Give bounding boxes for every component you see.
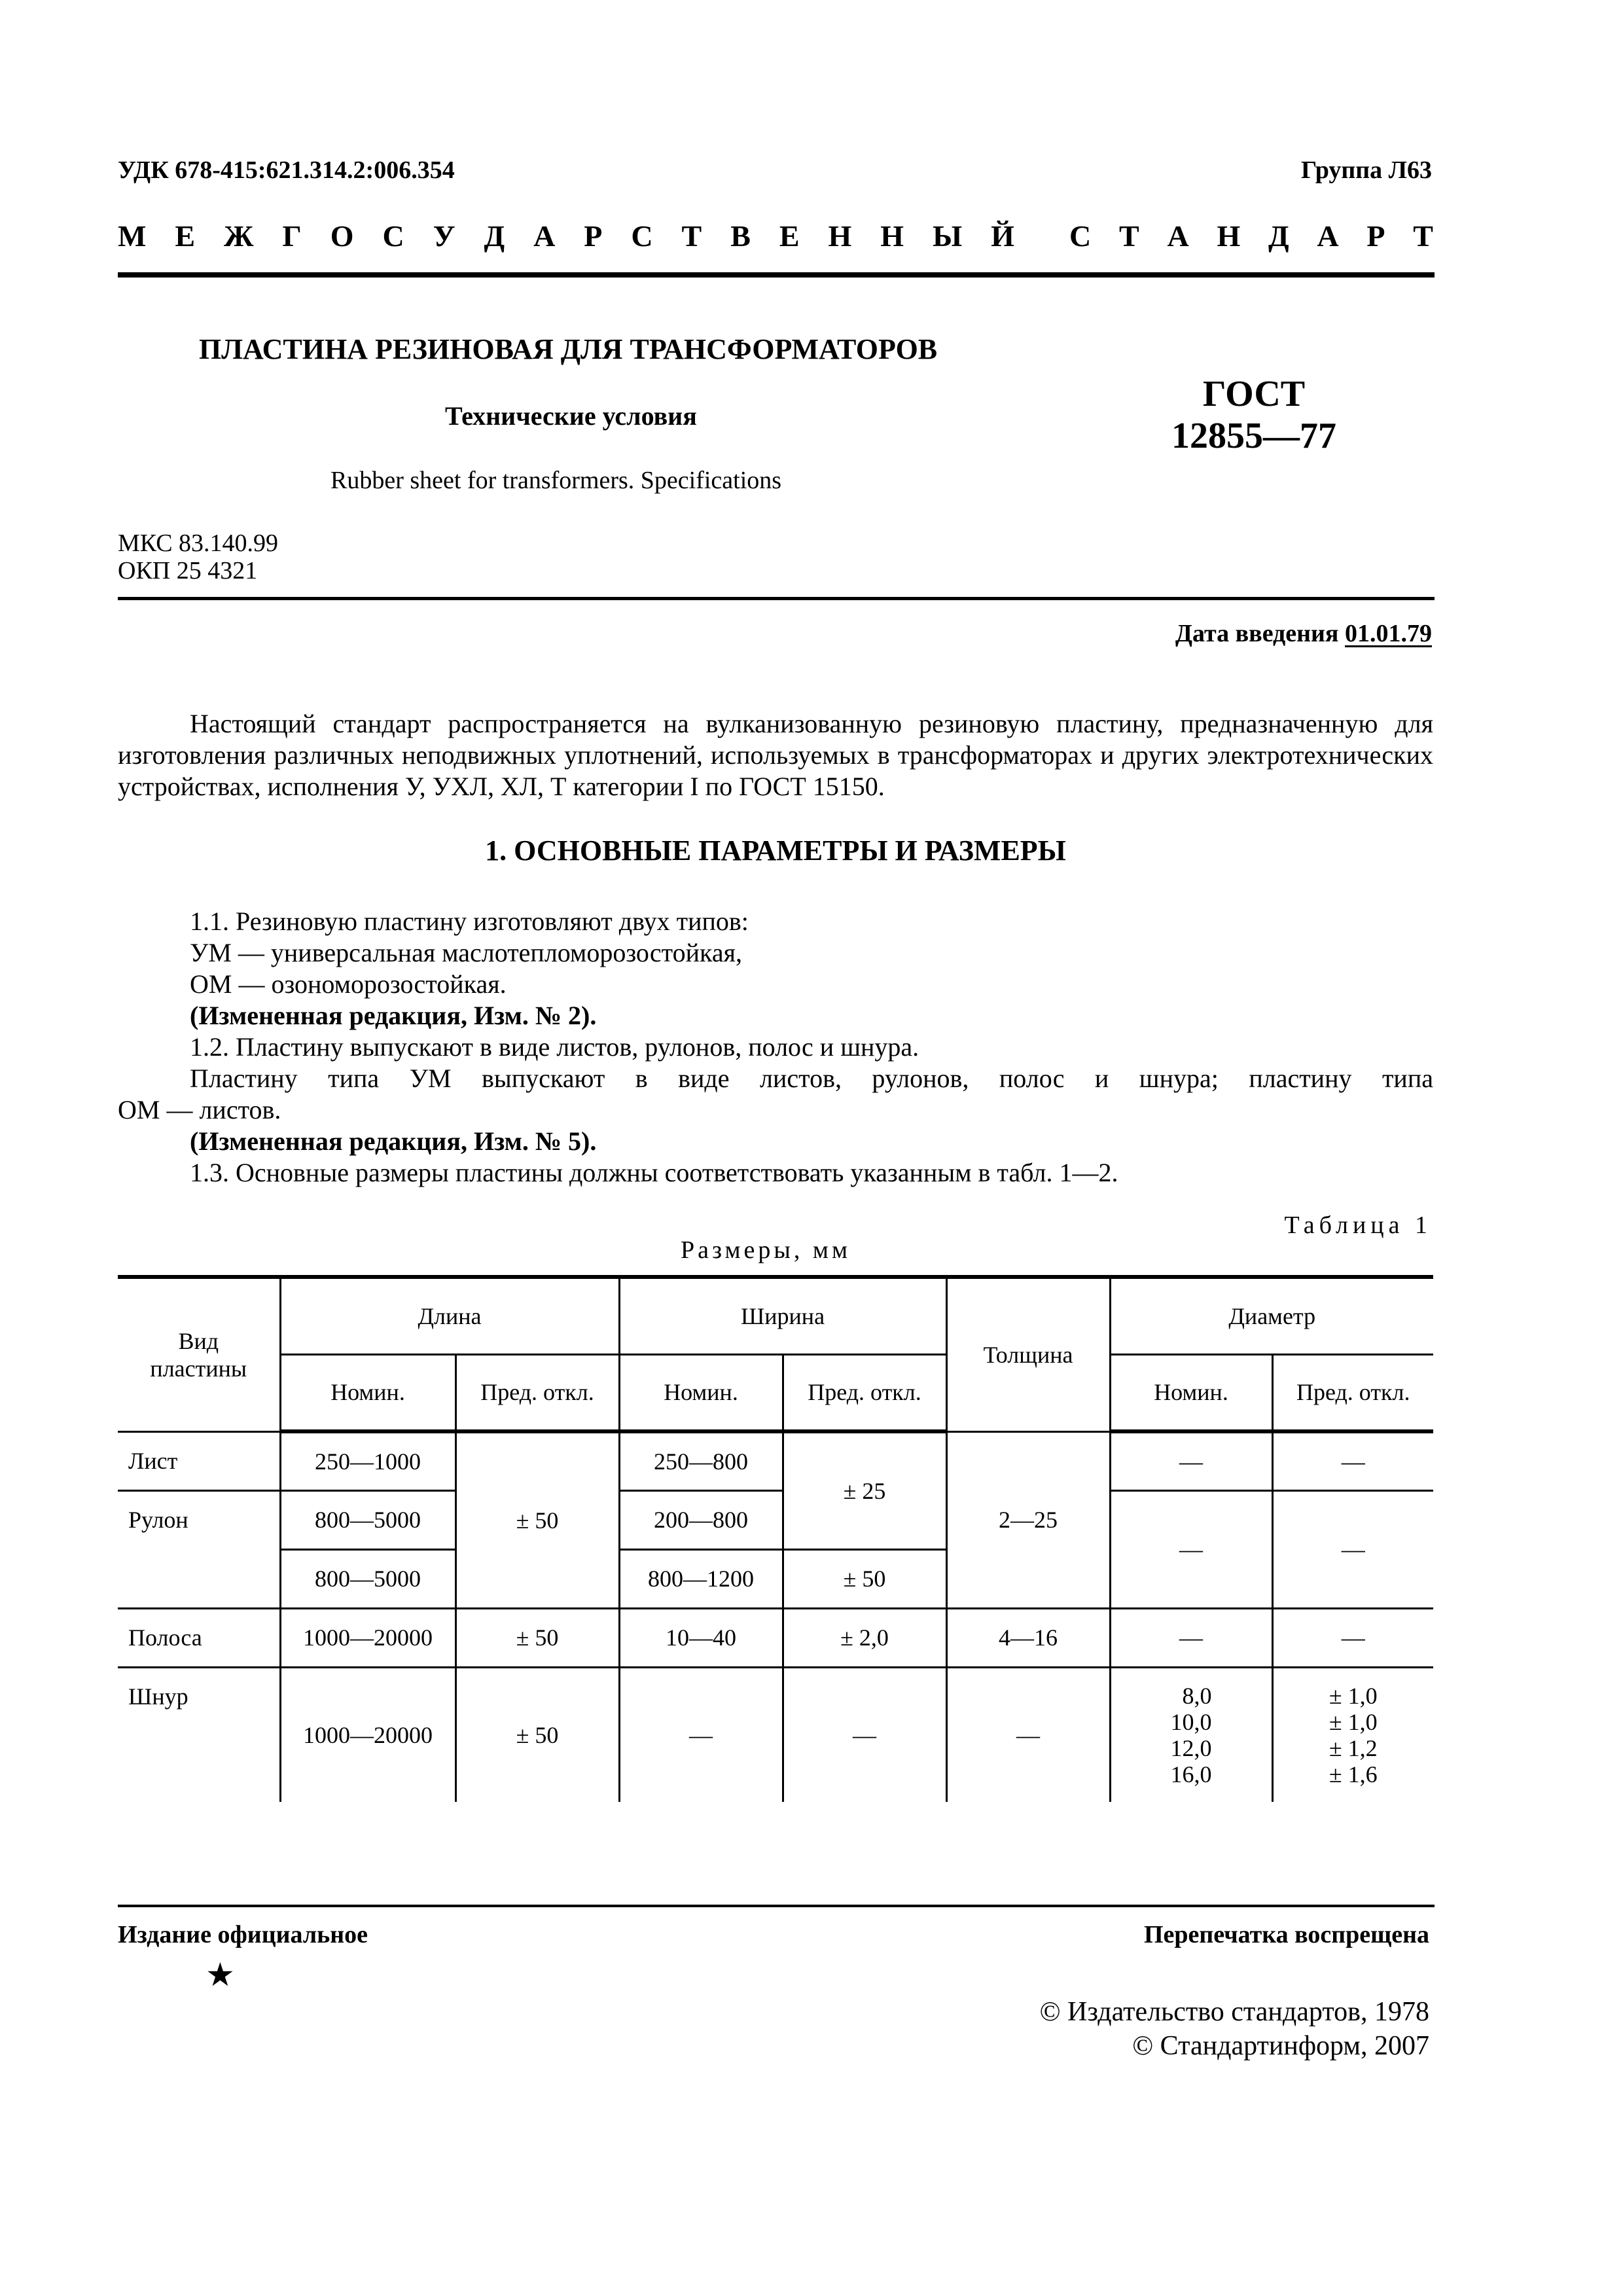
table-row: [118, 1667, 1433, 1802]
cell-cord-length-nominal: 1000—20000: [280, 1667, 455, 1802]
title-letter: Н: [1217, 219, 1241, 253]
cell-kind-cord: Шнур: [118, 1667, 280, 1802]
gost-label: ГОСТ: [1202, 374, 1306, 414]
title-letter: О: [330, 219, 354, 253]
scope-paragraph: [118, 708, 1433, 802]
cell-strip-thickness: 4—16: [946, 1608, 1110, 1667]
type-om-line: ОМ — озономорозостойкая.: [190, 969, 507, 999]
title-letter: Ж: [224, 219, 254, 253]
title-letter: Й: [991, 219, 1014, 253]
list-item: 12,0: [1170, 1734, 1212, 1761]
header-width-tolerance: Пред. откл.: [783, 1354, 946, 1431]
list-item: ± 1,0: [1329, 1708, 1378, 1735]
document-subtitle: Технические условия: [445, 401, 697, 431]
group-code: Группа Л63: [1300, 156, 1432, 184]
table-units: Размеры, мм: [681, 1236, 851, 1264]
introduction-date: [1175, 619, 1432, 648]
cell-strip-length-tolerance: ± 50: [455, 1608, 619, 1667]
title-letter: С: [1069, 219, 1092, 253]
cell-cord-length-tolerance: ± 50: [455, 1667, 619, 1802]
clause-1-2: 1.2. Пластину выпускают в виде листов, рулонов, полос и шнура.: [190, 1032, 919, 1062]
title-letter: Р: [1366, 219, 1385, 253]
intro-date-label: Дата введения: [1175, 620, 1339, 647]
table-caption: Таблица 1: [1284, 1211, 1432, 1239]
cell-strip-diameter-nominal: —: [1110, 1608, 1272, 1667]
cell-cord-width-nominal: —: [619, 1667, 783, 1802]
top-rule: [118, 272, 1435, 278]
title-letter: Т: [1119, 219, 1139, 253]
title-letter: Т: [1413, 219, 1433, 253]
list-item: ± 1,6: [1329, 1761, 1378, 1787]
cell-roll2-width-tolerance: ± 50: [783, 1549, 946, 1608]
title-letter: У: [433, 219, 455, 253]
clause-1-3: 1.3. Основные размеры пластины должны соответствовать указанным в табл. 1—2.: [190, 1158, 1118, 1187]
list-item: ± 1,0: [1329, 1682, 1378, 1709]
title-letter: Д: [484, 219, 505, 253]
amendment-note-5: (Измененная редакция, Изм. № 5).: [190, 1126, 597, 1156]
table-row: [118, 1490, 1433, 1549]
header-diameter-tolerance: Пред. откл.: [1272, 1354, 1433, 1431]
cell-strip-diameter-tolerance: —: [1272, 1608, 1433, 1667]
document-title: ПЛАСТИНА РЕЗИНОВАЯ ДЛЯ ТРАНСФОРМАТОРОВ: [199, 333, 938, 365]
cell-strip-length-nominal: 1000—20000: [280, 1608, 455, 1667]
header-kind: Вид пластины: [118, 1277, 280, 1431]
cell-roll-diameter-nominal: —: [1110, 1490, 1272, 1608]
list-item: ± 1,2: [1329, 1734, 1378, 1761]
okp-code: ОКП 25 4321: [118, 557, 258, 584]
title-letter: М: [118, 219, 147, 253]
star-icon: ★: [205, 1956, 235, 1994]
header-width: Ширина: [619, 1277, 946, 1354]
copyright-line-2: © Стандартинформ, 2007: [1132, 2031, 1429, 2061]
cell-kind-roll: Рулон: [118, 1490, 280, 1608]
intro-date-value: 01.01.79: [1345, 620, 1432, 647]
cell-cord-thickness: —: [946, 1667, 1110, 1802]
cell-roll2-width-nominal: 800—1200: [619, 1549, 783, 1608]
title-word-1: [118, 219, 1014, 253]
title-word-2: [1069, 219, 1433, 253]
bottom-rule: [118, 1905, 1435, 1907]
cell-width-tolerance-shared: ± 25: [783, 1431, 946, 1549]
dimensions-table: [118, 1275, 1433, 1802]
copyright-line-1: © Издательство стандартов, 1978: [1039, 1997, 1429, 2027]
header-width-nominal: Номин.: [619, 1354, 783, 1431]
title-letter: Н: [828, 219, 852, 253]
cord-diameter-nominal-list: [1171, 1674, 1212, 1797]
header-length-nominal: Номин.: [280, 1354, 455, 1431]
official-edition-note: Издание официальное: [118, 1921, 368, 1948]
gost-number: 12855—77: [1171, 416, 1336, 456]
header-thickness: Толщина: [946, 1277, 1110, 1431]
title-letter: А: [533, 219, 556, 253]
cell-sheet-diameter-nominal: —: [1110, 1431, 1272, 1490]
cell-sheet-width-nominal: 250—800: [619, 1431, 783, 1490]
cell-roll-length-nominal: 800—5000: [280, 1490, 455, 1549]
section-heading: 1. ОСНОВНЫЕ ПАРАМЕТРЫ И РАЗМЕРЫ: [485, 834, 1066, 867]
cell-roll2-length-nominal: 800—5000: [280, 1549, 455, 1608]
cell-sheet-diameter-tolerance: —: [1272, 1431, 1433, 1490]
english-title: Rubber sheet for transformers. Specifications: [330, 467, 782, 494]
title-letter: Г: [282, 219, 302, 253]
title-letter: С: [382, 219, 404, 253]
title-letter: Д: [1268, 219, 1289, 253]
cell-sheet-length-nominal: 250—1000: [280, 1431, 455, 1490]
list-item: 10,0: [1170, 1708, 1212, 1735]
title-letter: Н: [880, 219, 904, 253]
cell-strip-width-nominal: 10—40: [619, 1608, 783, 1667]
header-diameter-nominal: Номин.: [1110, 1354, 1272, 1431]
title-letter: С: [631, 219, 653, 253]
middle-rule: [118, 597, 1435, 600]
clause-1-2-detail-line1: Пластину типа УМ выпускают в виде листов, рулонов, полос и шнура; пластину типа: [190, 1064, 1433, 1093]
cell-strip-width-tolerance: ± 2,0: [783, 1608, 946, 1667]
amendment-note-2: (Измененная редакция, Изм. № 2).: [190, 1001, 597, 1030]
title-letter: Е: [175, 219, 196, 253]
title-letter: А: [1167, 219, 1189, 253]
cell-kind-strip: Полоса: [118, 1608, 280, 1667]
mks-code: МКС 83.140.99: [118, 529, 279, 557]
list-item: 8,0: [1182, 1682, 1212, 1709]
cell-roll-width-nominal: 200—800: [619, 1490, 783, 1549]
cell-cord-diameter-tolerance: [1272, 1667, 1433, 1802]
standard-type-title: [118, 216, 1433, 255]
cell-roll-diameter-tolerance: —: [1272, 1490, 1433, 1608]
title-letter: В: [730, 219, 751, 253]
clause-1-1: 1.1. Резиновую пластину изготовляют двух типов:: [190, 906, 749, 936]
cell-length-tolerance-shared: ± 50: [455, 1431, 619, 1608]
title-letter: Е: [779, 219, 800, 253]
title-letter: Т: [681, 219, 702, 253]
cell-cord-diameter-nominal: [1110, 1667, 1272, 1802]
table-row: [118, 1608, 1433, 1667]
table-row: [118, 1431, 1433, 1490]
title-letter: Р: [584, 219, 603, 253]
cell-kind-sheet: Лист: [118, 1431, 280, 1490]
title-letter: А: [1317, 219, 1339, 253]
header-diameter: Диаметр: [1110, 1277, 1433, 1354]
cell-thickness-shared: 2—25: [946, 1431, 1110, 1608]
title-letter: Ы: [933, 219, 963, 253]
list-item: 16,0: [1170, 1761, 1212, 1787]
clause-1-2-detail-line2: ОМ — листов.: [118, 1095, 281, 1124]
reprint-prohibited-note: Перепечатка воспрещена: [1143, 1921, 1429, 1948]
scope-text: Настоящий стандарт распространяется на вулканизованную резиновую пластину, предназначенную для изготовления различных неподвижных уплотнений, используемых в трансформаторах и других электротехнических устройствах, исполнения У, УХЛ, ХЛ, Т категории I по ГОСТ 15150.: [118, 709, 1433, 801]
type-um-line: УМ — универсальная маслотепломорозостойкая,: [190, 938, 743, 967]
cell-cord-width-tolerance: —: [783, 1667, 946, 1802]
header-length-tolerance: Пред. откл.: [455, 1354, 619, 1431]
header-length: Длина: [280, 1277, 619, 1354]
udk-code: УДК 678-415:621.314.2:006.354: [118, 156, 455, 184]
cord-diameter-tolerance-list: [1329, 1674, 1378, 1797]
